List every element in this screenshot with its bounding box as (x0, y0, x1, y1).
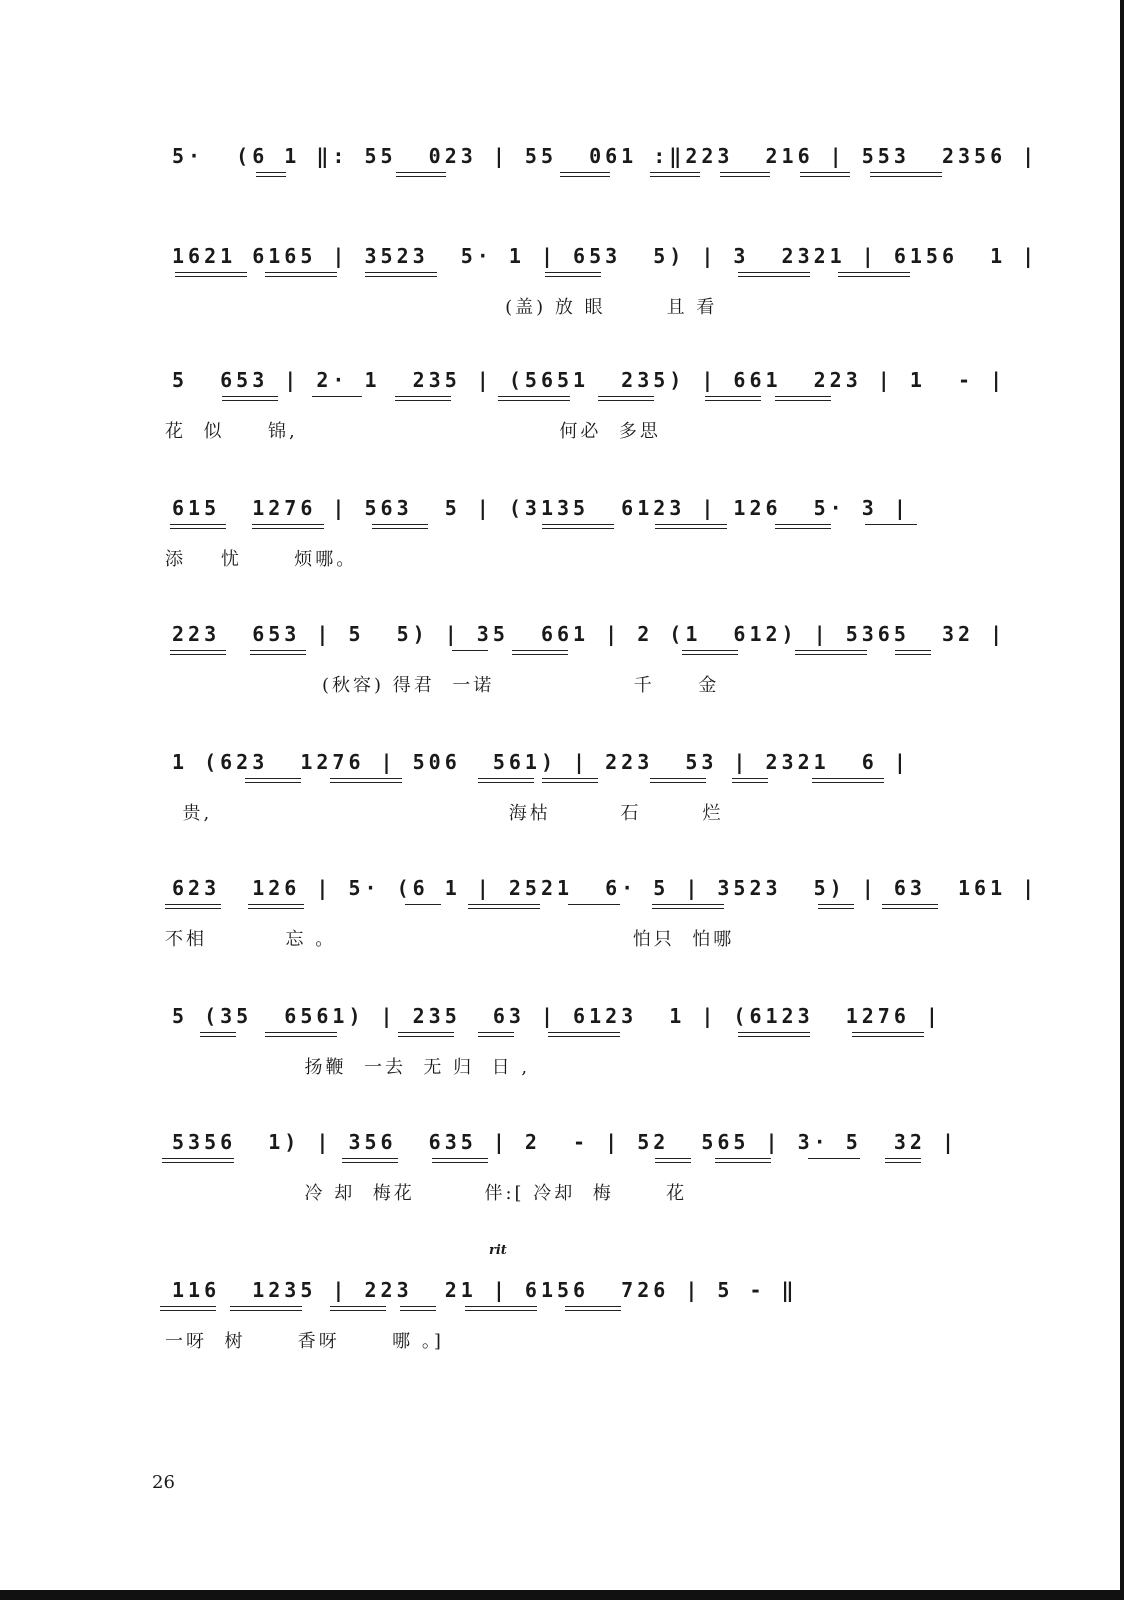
beat-underline (230, 1306, 302, 1311)
beat-underline (542, 778, 598, 783)
beat-underline (400, 1306, 436, 1311)
score-system-8 (0, 1002, 1124, 1112)
beat-underline (560, 172, 610, 177)
beat-underline (200, 1032, 236, 1037)
lyrics-line: 贵, 海枯 石 烂 (165, 803, 724, 824)
scan-edge-bottom (0, 1590, 1124, 1600)
beat-underline (248, 904, 304, 909)
beat-underline (800, 172, 850, 177)
beat-underline (655, 1158, 691, 1163)
beat-underline (330, 1306, 386, 1311)
beat-underline (720, 172, 770, 177)
beat-underline (452, 650, 488, 651)
score-system-5 (0, 620, 1124, 730)
beat-underline (565, 1306, 621, 1311)
page-number: 26 (152, 1472, 175, 1493)
lyrics-line: 花 似 锦, 何必 多思 (165, 421, 661, 442)
beat-underline (398, 1032, 454, 1037)
notation-line: 615 1276 | 563 5 | (3135 6123 | 126 5· 3 | (172, 496, 910, 520)
beat-underline (405, 904, 441, 905)
beat-underline (775, 524, 831, 529)
beat-underline (682, 650, 738, 655)
beat-underline (548, 1032, 620, 1037)
beat-underline (542, 524, 614, 529)
beat-underline (655, 524, 727, 529)
score-system-1 (0, 142, 1124, 252)
score-system-6 (0, 748, 1124, 858)
lyrics-line: (秋容) 得君 一诺 千 金 (165, 675, 720, 696)
lyrics-line: 一呀 树 香呀 哪 。] (165, 1331, 444, 1352)
beat-underline (222, 396, 278, 401)
beat-underline (865, 524, 917, 525)
beat-underline (312, 396, 362, 397)
beat-underline (465, 1306, 537, 1311)
beat-underline (256, 172, 286, 177)
beat-underline (245, 778, 301, 783)
beat-underline (568, 904, 620, 905)
beat-underline (882, 904, 938, 909)
beat-underline (396, 172, 446, 177)
beat-underline (372, 524, 428, 529)
beat-underline (165, 904, 221, 909)
beat-underline (812, 778, 884, 783)
beat-underline (838, 272, 910, 277)
score-system-4 (0, 494, 1124, 604)
score-system-7 (0, 874, 1124, 984)
tempo-marking: rit (489, 1243, 507, 1258)
beat-underline (738, 1032, 810, 1037)
beat-underline (365, 272, 437, 277)
beat-underline (545, 272, 601, 277)
beat-underline (498, 396, 570, 401)
beat-underline (870, 172, 942, 177)
beat-underline (650, 778, 706, 783)
notation-line: 1 (623 1276 | 506 561) | 223 53 | 2321 6 | (172, 750, 910, 774)
beat-underline (395, 396, 451, 401)
beat-underline (432, 1158, 488, 1163)
beat-underline (652, 904, 724, 909)
score-system-9 (0, 1128, 1124, 1238)
beat-underline (852, 1032, 924, 1037)
beat-underline (738, 272, 810, 277)
beat-underline (478, 778, 534, 783)
beat-underline (885, 1158, 921, 1163)
notation-line: 5356 1) | 356 635 | 2 - | 52 565 | 3· 5 32 | (172, 1130, 959, 1154)
beat-underline (162, 1158, 234, 1163)
beat-underline (478, 1032, 514, 1037)
lyrics-line: 不相 忘 。 怕只 怕哪 (165, 929, 735, 950)
beat-underline (705, 396, 761, 401)
beat-underline (512, 650, 568, 655)
beat-underline (895, 650, 931, 655)
beat-underline (598, 396, 654, 401)
beat-underline (160, 1306, 216, 1311)
lyrics-line: 扬鞭 一去 无 归 日 , (165, 1057, 531, 1078)
notation-line: 5 653 | 2· 1 235 | (5651 235) | 661 223 | 1 - | (172, 368, 1007, 392)
lyrics-line: 冷 却 梅花 伴:[ 冷却 梅 花 (165, 1183, 688, 1204)
lyrics-line: 添 忧 烦哪。 (165, 549, 358, 570)
beat-underline (342, 1158, 398, 1163)
notation-line: 623 126 | 5· (6 1 | 2521 6· 5 | 3523 5) | 63 161 | (172, 876, 1039, 900)
beat-underline (808, 1158, 860, 1159)
beat-underline (170, 650, 226, 655)
beat-underline (775, 396, 831, 401)
beat-underline (795, 650, 867, 655)
score-system-10 (0, 1276, 1124, 1386)
beat-underline (818, 904, 854, 909)
beat-underline (170, 524, 226, 529)
beat-underline (468, 904, 540, 909)
beat-underline (650, 172, 700, 177)
score-system-2 (0, 242, 1124, 352)
notation-line: 1621 6165 | 3523 5· 1 | 653 5) | 3 2321 | 6156 1 | (172, 244, 1039, 268)
beat-underline (265, 1032, 337, 1037)
beat-underline (330, 778, 402, 783)
beat-underline (250, 650, 306, 655)
notation-line: 116 1235 | 223 21 | 6156 726 | 5 - ‖ (172, 1278, 798, 1302)
beat-underline (732, 778, 768, 783)
notation-line: 5· (6 1 ‖: 55 023 | 55 061 :‖223 216 | 553 2356 | (172, 144, 1039, 168)
beat-underline (715, 1158, 771, 1163)
lyrics-line: (盖) 放 眼 且 看 (165, 297, 718, 318)
beat-underline (175, 272, 247, 277)
score-system-3 (0, 366, 1124, 476)
beat-underline (265, 272, 337, 277)
notation-line: 5 (35 6561) | 235 63 | 6123 1 | (6123 1276 | (172, 1004, 942, 1028)
beat-underline (252, 524, 324, 529)
notation-line: 223 653 | 5 5) | 35 661 | 2 (1 612) | 5365 32 | (172, 622, 1007, 646)
